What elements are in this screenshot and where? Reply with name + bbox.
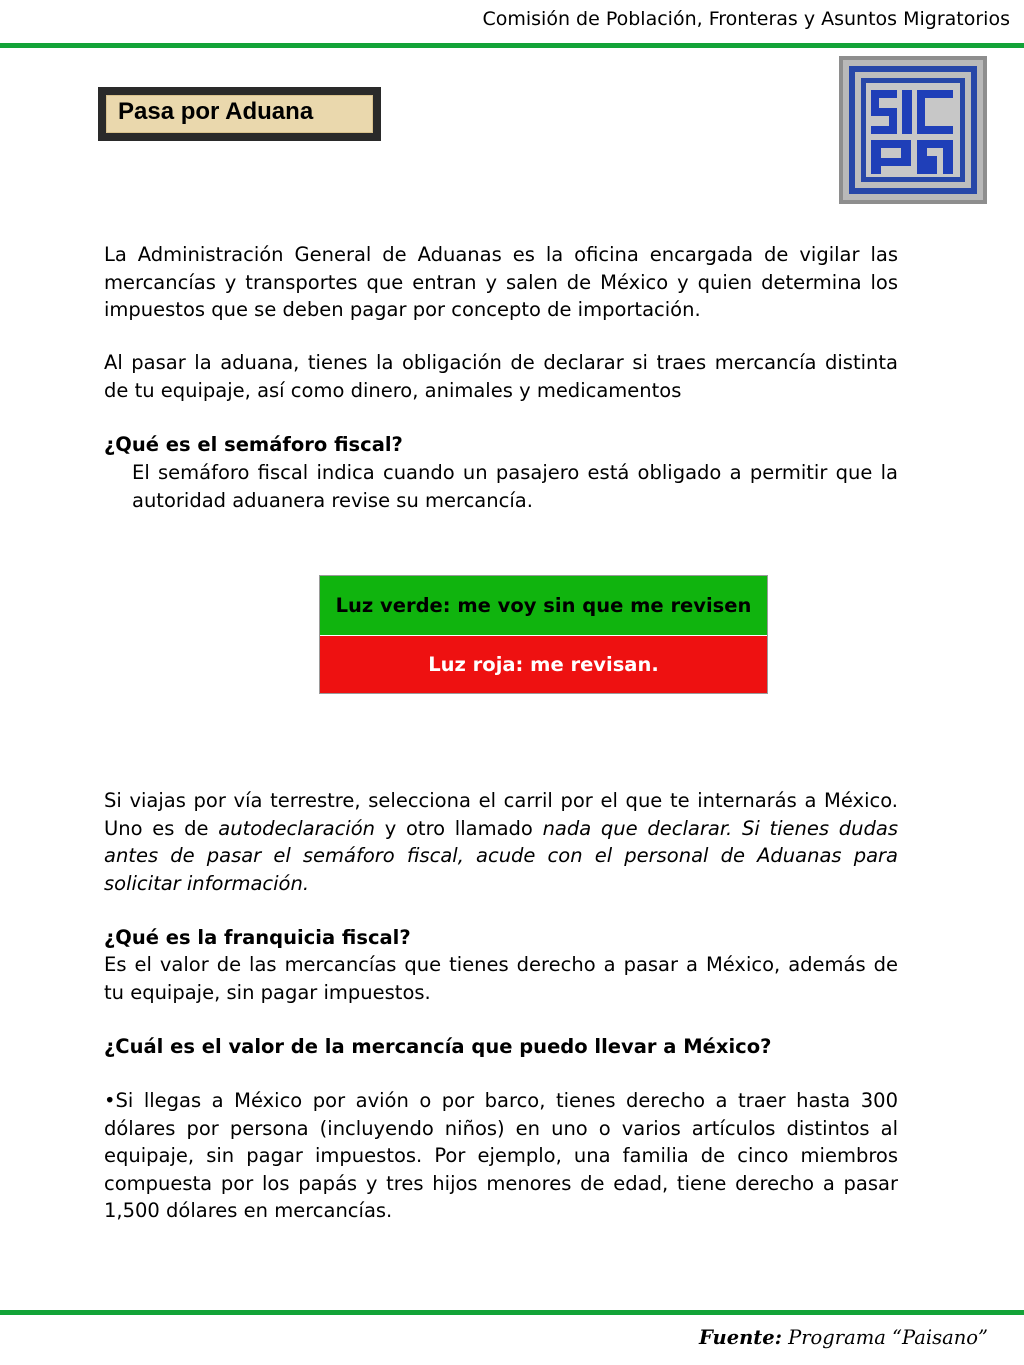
section-title-panel <box>106 95 373 133</box>
section-title-box <box>98 87 381 141</box>
header-title: Comisión de Población, Fronteras y Asuntos Migratorios <box>482 8 1010 30</box>
paragraph-terrestre <box>104 787 898 897</box>
question-semaforo: ¿Qué es el semáforo fiscal? <box>104 433 403 456</box>
paragraph-intro: La Administración General de Aduanas es la oficina encargada de vigilar las mercancías y transportes que entran y salen de México y quien determina los impuestos que se deben pagar por concepto de importación. <box>104 243 898 321</box>
question-valor: ¿Cuál es el valor de la mercancía que puedo llevar a México? <box>104 1035 772 1058</box>
autodeclaracion-term: autodeclaración <box>218 816 376 840</box>
source-value: Programa “Paisano” <box>788 1326 988 1349</box>
answer-valor: •Si llegas a México por avión o por barco, tienes derecho a traer hasta 300 dólares por persona (incluyendo niños) en uno o varios artículos distintos al equipaje, sin pagar impuestos. Por ejemplo, una familia de cinco miembros compuesta por los papás y tres hijos menores de edad, tiene derecho a pasar 1,500 dólares en mercancías. <box>104 1089 898 1222</box>
terrestre-text-start: Si viajas por vía terrestre, selecciona el carril por el que te internarás a México. Uno es de <box>104 789 898 840</box>
traffic-light-table <box>319 575 768 694</box>
bottom-divider <box>0 1310 1024 1315</box>
sicp-logo-icon <box>839 56 987 204</box>
answer-semaforo: El semáforo fiscal indica cuando un pasajero está obligado a permitir que la autoridad aduanera revise su mercancía. <box>132 461 898 512</box>
terrestre-text-mid: y otro llamado <box>375 816 543 840</box>
red-light-row: Luz roja: me revisan. <box>320 636 767 693</box>
question-franquicia: ¿Qué es la franquicia fiscal? <box>104 926 411 949</box>
green-light-row: Luz verde: me voy sin que me revisen <box>320 576 767 636</box>
section-title: Pasa por Aduana <box>118 98 314 125</box>
source-label: Fuente: <box>699 1326 782 1349</box>
top-divider <box>0 43 1024 48</box>
paragraph-declare: Al pasar la aduana, tienes la obligación de declarar si traes mercancía distinta de tu equipaje, así como dinero, animales y medicamentos <box>104 351 898 402</box>
source-footer <box>699 1326 988 1349</box>
terrestre-text-end: nada que declarar. Si tienes dudas antes de pasar el semáforo fiscal, acude con el personal de Aduanas para solicitar información. <box>104 816 898 895</box>
answer-franquicia: Es el valor de las mercancías que tienes derecho a pasar a México, además de tu equipaje, sin pagar impuestos. <box>104 953 898 1004</box>
